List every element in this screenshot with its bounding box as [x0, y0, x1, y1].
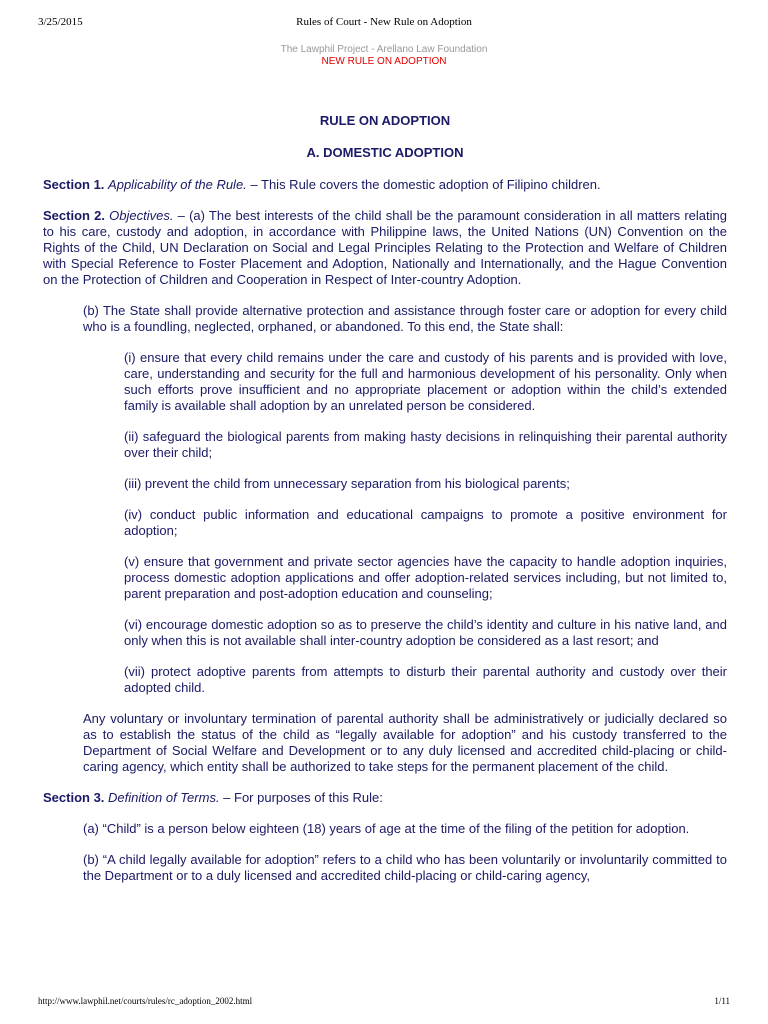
rule-heading: RULE ON ADOPTION	[319, 113, 451, 128]
section-1-label: Section 1.	[43, 177, 105, 192]
section-2-item-vi: (vi) encourage domestic adoption so as to preserve the child’s identity and culture in his native land, and only when this is not available shall inter-country adoption be considered as a last resort; and	[124, 617, 727, 648]
section-3-text: – For purposes of this Rule:	[219, 790, 383, 805]
section-2-paragraph-b: (b) The State shall provide alternative protection and assistance through foster care or adoption for every child who is a foundling, neglected, orphaned, or abandoned. To this end, the State shall:	[83, 303, 727, 334]
source-url: http://www.lawphil.net/courts/rules/rc_adoption_2002.html	[38, 996, 253, 1006]
section-2	[43, 208, 727, 288]
section-1-text: – This Rule covers the domestic adoption of Filipino children.	[246, 177, 601, 192]
section-2-closing-paragraph: Any voluntary or involuntary termination of parental authority shall be administratively or judicially declared so as to establish the status of the child as “legally available for adoption” and his custody transferred to the Department of Social Welfare and Development or to any duly licensed and accredited child-placing or child-caring agency, which entity shall be authorized to take steps for the permanent placement of the child.	[83, 711, 727, 774]
print-date: 3/25/2015	[38, 16, 83, 28]
part-heading: A. DOMESTIC ADOPTION	[306, 145, 464, 160]
print-title: Rules of Court - New Rule on Adoption	[296, 16, 472, 28]
document-label: NEW RULE ON ADOPTION	[321, 56, 447, 67]
section-2-text: – (a) The best interests of the child shall be the paramount consideration in all matters relating to his care, custody and adoption, in accordance with Philippine laws, the United Nations (UN) Convention on the Rights of the Child, UN Declaration on Social and Legal Principles Relating to the Protection and Welfare of Children with Special Reference to Foster Placement and Adoption, Nationally and Internationally, and the Hague Convention on the Protection of Children and Cooperation in Respect of Inter-country Adoption.	[43, 208, 727, 287]
section-3-name: Definition of Terms.	[108, 790, 220, 805]
section-3-definition-b: (b) “A child legally available for adoption” refers to a child who has been voluntarily or involuntarily committed to the Department or to a duly licensed and accredited child-placing or child-caring agency,	[83, 852, 727, 883]
print-footer	[38, 996, 730, 1010]
section-2-item-iii: (iii) prevent the child from unnecessary separation from his biological parents;	[124, 476, 570, 491]
section-2-item-iv: (iv) conduct public information and educational campaigns to promote a positive environment for adoption;	[124, 507, 727, 538]
section-3-label: Section 3.	[43, 790, 105, 805]
page-number: 1/11	[714, 996, 730, 1006]
source-line: The Lawphil Project - Arellano Law Foundation	[280, 44, 488, 55]
section-1	[43, 177, 727, 193]
section-2-label: Section 2.	[43, 208, 105, 223]
section-2-item-i: (i) ensure that every child remains under the care and custody of his parents and is provided with love, care, understanding and security for the full and harmonious development of his personality. Only when such efforts prove insufficient and no appropriate placement or adoption within the child’s extended family is available shall adoption by an unrelated person be considered.	[124, 350, 727, 413]
section-1-name: Applicability of the Rule.	[108, 177, 247, 192]
document-body	[43, 113, 727, 899]
section-3	[43, 790, 727, 806]
section-2-item-vii: (vii) protect adoptive parents from attempts to disturb their parental authority and custody over their adopted child.	[124, 664, 727, 695]
section-2-item-ii: (ii) safeguard the biological parents from making hasty decisions in relinquishing their parental authority over their child;	[124, 429, 727, 460]
section-2-name: Objectives.	[109, 208, 174, 223]
print-header	[38, 16, 730, 30]
section-2-item-v: (v) ensure that government and private sector agencies have the capacity to handle adoption inquiries, process domestic adoption applications and offer adoption-related services including, but not limited to, parent preparation and post-adoption education and counseling;	[124, 554, 727, 601]
section-3-definition-a: (a) “Child” is a person below eighteen (18) years of age at the time of the filing of the petition for adoption.	[83, 821, 690, 836]
